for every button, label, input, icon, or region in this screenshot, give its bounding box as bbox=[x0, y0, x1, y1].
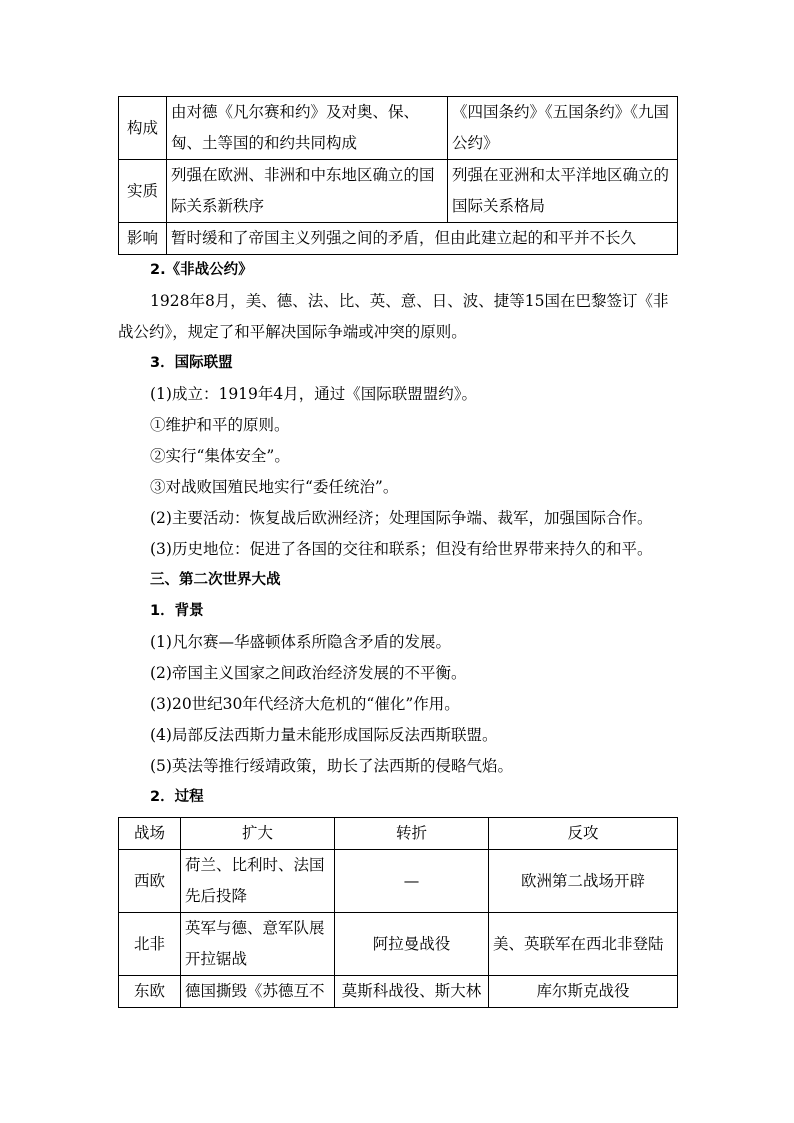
table-row bbox=[119, 976, 678, 1008]
column-header: 反攻 bbox=[489, 818, 678, 850]
table-cell: 欧洲第二战场开辟 bbox=[489, 850, 678, 913]
table-cell: 库尔斯克战役 bbox=[489, 976, 678, 1008]
table-cell: 北非 bbox=[119, 913, 181, 976]
table-cell: 列强在欧洲、非洲和中东地区确立的国际关系新秩序 bbox=[167, 160, 448, 223]
table-header-row bbox=[119, 818, 678, 850]
table-cell: 东欧 bbox=[119, 976, 181, 1008]
list-item: (3)20世纪30年代经济大危机的“催化”作用。 bbox=[150, 695, 460, 713]
list-item: (2)帝国主义国家之间政治经济发展的不平衡。 bbox=[150, 664, 467, 682]
list-item: (4)局部反法西斯力量未能形成国际反法西斯联盟。 bbox=[150, 726, 498, 744]
table-cell: — bbox=[335, 850, 489, 913]
table-cell: 荷兰、比利时、法国先后投降 bbox=[181, 850, 335, 913]
table-cell: 列强在亚洲和太平洋地区确立的国际关系格局 bbox=[448, 160, 678, 223]
table-row bbox=[119, 913, 678, 976]
league-heading: 3．国际联盟 bbox=[150, 355, 233, 371]
background-heading: 1．背景 bbox=[150, 603, 204, 619]
table-cell: 西欧 bbox=[119, 850, 181, 913]
table-row bbox=[119, 223, 678, 255]
table-cell: 莫斯科战役、斯大林 bbox=[335, 976, 489, 1008]
kellogg-text: 1928年8月，美、德、法、比、英、意、日、波、捷等15国在巴黎签订《非战公约》，规定了和平解决国际争端或冲突的原则。 bbox=[118, 292, 669, 341]
table-cell: 英军与德、意军队展开拉锯战 bbox=[181, 913, 335, 976]
row-header-composition: 构成 bbox=[119, 97, 167, 160]
document-page bbox=[118, 96, 678, 1008]
table-cell: 由对德《凡尔赛和约》及对奥、保、匈、土等国的和约共同构成 bbox=[167, 97, 448, 160]
column-header: 扩大 bbox=[181, 818, 335, 850]
list-item: (1)成立：1919年4月，通过《国际联盟盟约》。 bbox=[150, 385, 478, 403]
list-item: (5)英法等推行绥靖政策，助长了法西斯的侵略气焰。 bbox=[150, 757, 513, 775]
list-item: (1)凡尔赛—华盛顿体系所隐含矛盾的发展。 bbox=[150, 633, 451, 651]
versailles-washington-table bbox=[118, 96, 678, 255]
list-item: ②实行“集体安全”。 bbox=[150, 447, 290, 465]
column-header: 转折 bbox=[335, 818, 489, 850]
list-item: (3)历史地位：促进了各国的交往和联系；但没有给世界带来持久的和平。 bbox=[150, 540, 653, 558]
row-header-impact: 影响 bbox=[119, 223, 167, 255]
table-cell: 《四国条约》《五国条约》《九国公约》 bbox=[448, 97, 678, 160]
table-cell: 阿拉曼战役 bbox=[335, 913, 489, 976]
table-row bbox=[119, 160, 678, 223]
table-cell: 德国撕毁《苏德互不 bbox=[181, 976, 335, 1008]
table-cell: 美、英联军在西北非登陆 bbox=[489, 913, 678, 976]
ww2-heading: 三、第二次世界大战 bbox=[150, 572, 281, 588]
column-header: 战场 bbox=[119, 818, 181, 850]
table-cell: 暂时缓和了帝国主义列强之间的矛盾，但由此建立起的和平并不长久 bbox=[167, 223, 678, 255]
process-heading: 2．过程 bbox=[150, 789, 204, 805]
table-row bbox=[119, 97, 678, 160]
list-item: ①维护和平的原则。 bbox=[150, 416, 290, 434]
table-row bbox=[119, 850, 678, 913]
ww2-process-table bbox=[118, 817, 678, 1008]
row-header-essence: 实质 bbox=[119, 160, 167, 223]
kellogg-heading: 2.《非战公约》 bbox=[150, 262, 253, 278]
list-item: (2)主要活动：恢复战后欧洲经济；处理国际争端、裁军，加强国际合作。 bbox=[150, 509, 653, 527]
list-item: ③对战败国殖民地实行“委任统治”。 bbox=[150, 478, 399, 496]
